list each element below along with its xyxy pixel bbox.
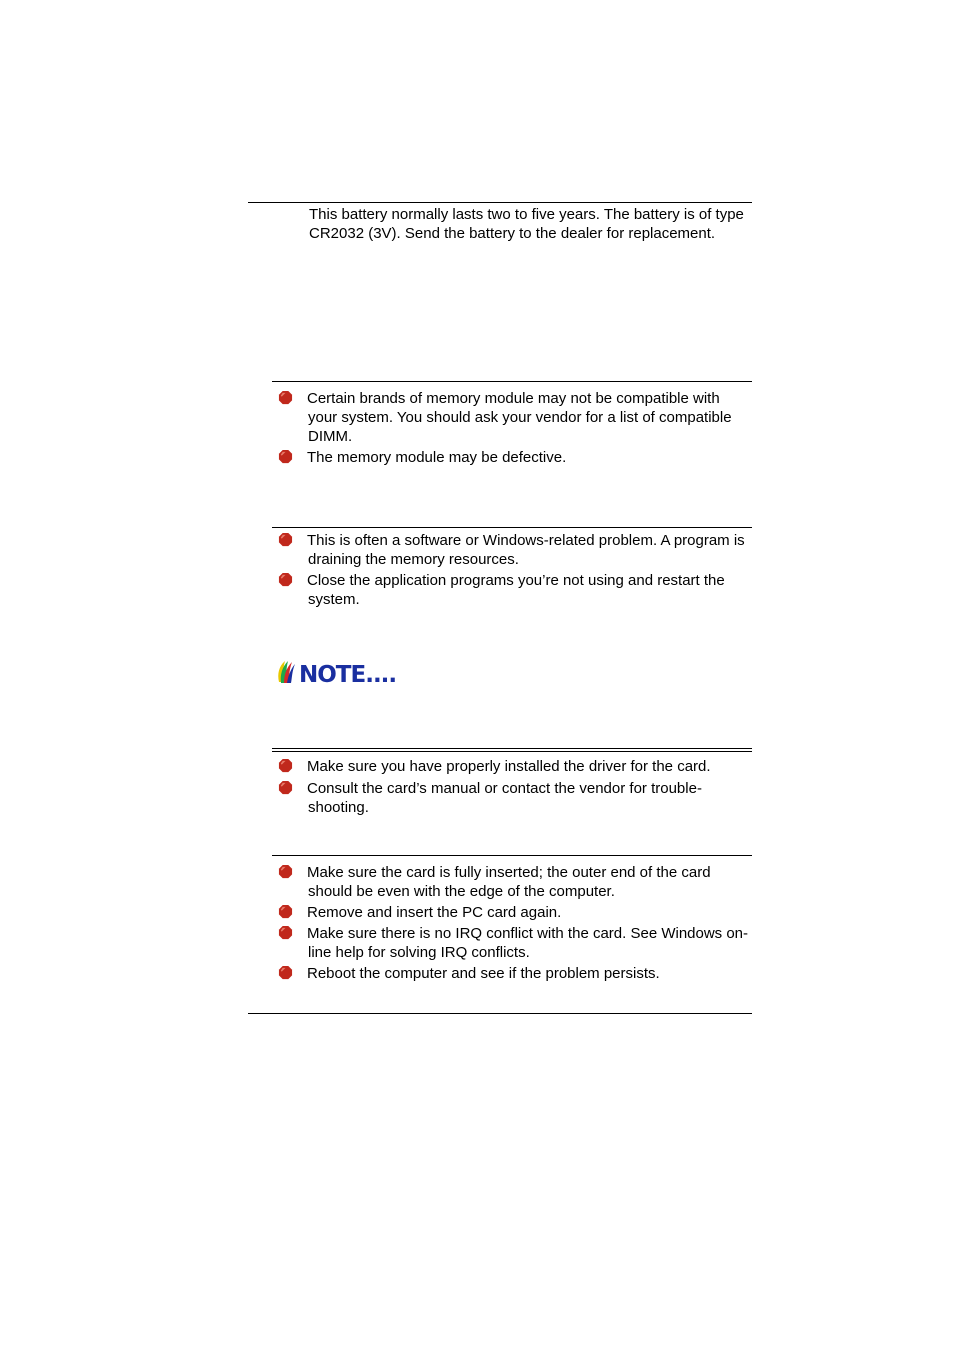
section-rule-pc-card: [272, 855, 752, 856]
bullet-icon: [278, 904, 293, 919]
bullet-icon: [278, 532, 293, 547]
section-rule-memory-resources: [272, 527, 752, 528]
bullet-icon: [278, 925, 293, 940]
list-item-text: Reboot the computer and see if the problem persists.: [307, 965, 660, 982]
list-item: [272, 779, 752, 817]
bullet-icon: [278, 864, 293, 879]
list-item: [272, 448, 752, 467]
list-item-text: Consult the card’s manual or contact the vendor for trouble-shooting.: [307, 780, 702, 816]
bullet-icon: [278, 449, 293, 464]
list-item: [272, 757, 752, 776]
list-item: [272, 531, 752, 569]
bullet-icon: [278, 965, 293, 980]
note-logo-text: NOTE....: [299, 662, 397, 688]
list-item: [272, 389, 752, 446]
section-rule-bottom: [248, 1013, 752, 1014]
list-item-text: Close the application programs you’re not using and restart the system.: [307, 572, 725, 608]
list-item-text: Remove and insert the PC card again.: [307, 904, 562, 921]
bullet-icon: [278, 390, 293, 405]
note-quill-icon: [278, 661, 295, 683]
card-driver-list: [272, 757, 752, 817]
bullet-icon: [278, 758, 293, 773]
list-item-text: Certain brands of memory module may not be compatible with your system. You should ask your vendor for a list of compatible DIMM.: [307, 390, 732, 445]
bullet-icon: [278, 780, 293, 795]
note-logo: [275, 656, 410, 688]
list-item: [272, 903, 752, 922]
list-item: [272, 571, 752, 609]
list-item-text: Make sure the card is fully inserted; the outer end of the card should be even with the edge of the computer.: [307, 864, 711, 900]
bullet-icon: [278, 572, 293, 587]
memory-resources-list: [272, 531, 752, 609]
list-item-text: This is often a software or Windows-related problem. A program is draining the memory resources.: [307, 532, 745, 568]
section-rule-card-driver: [272, 748, 752, 752]
memory-compat-list: [272, 389, 752, 467]
list-item: [272, 924, 752, 962]
section-rule-memory-compat: [272, 381, 752, 382]
list-item-text: Make sure you have properly installed the driver for the card.: [307, 758, 711, 775]
battery-paragraph: This battery normally lasts two to five years. The battery is of type CR2032 (3V). Send the battery to the dealer for replacement.: [309, 206, 744, 242]
pc-card-list: [272, 863, 752, 983]
list-item-text: Make sure there is no IRQ conflict with the card. See Windows on-line help for solving IRQ conflicts.: [307, 925, 749, 961]
list-item-text: The memory module may be defective.: [307, 449, 567, 466]
list-item: [272, 863, 752, 901]
section-rule-top: [248, 202, 752, 203]
list-item: [272, 964, 752, 983]
